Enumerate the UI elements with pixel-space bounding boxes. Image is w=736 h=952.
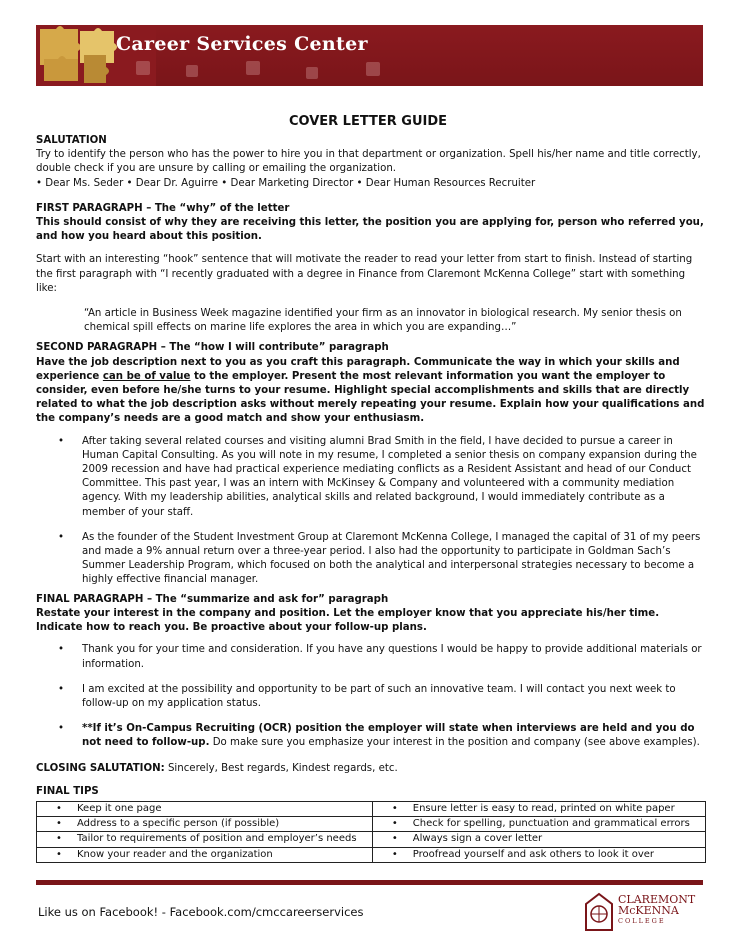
table-row: [37, 817, 706, 832]
banner-title: Career Services Center: [116, 33, 368, 55]
bullet-icon: •: [391, 848, 398, 860]
tip-text: Check for spelling, punctuation and grammatical errors: [412, 818, 690, 830]
final-paragraph-summary: Restate your interest in the company and position. Let the employer know that you appreciate his/her time. Indicate how to reach you. Be proactive about your follow-up plans.: [36, 607, 660, 634]
facebook-link[interactable]: Like us on Facebook! - Facebook.com/cmccareerservices: [38, 905, 364, 919]
bullet-icon: •: [56, 802, 62, 814]
bullet-icon: •: [56, 833, 62, 845]
ocr-note-bold: **If it’s On-Campus Recruiting (OCR) position the employer will state when interviews are held and you do not need to follow-up.: [82, 723, 695, 749]
tip-cell: [37, 817, 373, 832]
document-body: [36, 134, 706, 863]
tip-text: Always sign a cover letter: [412, 833, 543, 845]
list-item: [36, 531, 706, 588]
bullet-icon: •: [58, 723, 65, 735]
table-row: [37, 832, 706, 847]
first-paragraph-text: Start with an interesting “hook” sentence that will motivate the reader to read your letter from start to finish. Instead of starting the first paragraph with “I recently graduated with a degree in Finance from Claremont McKenna College” start with something like:: [36, 254, 693, 294]
final-paragraph-heading: FINAL PARAGRAPH – The “summarize and ask for” paragraph: [36, 593, 389, 605]
table-row: [37, 801, 706, 816]
bullet-icon: •: [58, 531, 65, 543]
ocr-note-text: Do make sure you emphasize your interest in the position and company (see above examples).: [209, 737, 700, 749]
tip-text: Keep it one page: [77, 802, 162, 814]
college-name-line2: McKENNA: [618, 904, 679, 917]
tip-cell: [372, 847, 705, 862]
bullet-icon: •: [58, 683, 65, 695]
college-name: [618, 894, 695, 927]
list-item: [36, 643, 706, 671]
second-example-1: After taking several related courses and visiting alumni Brad Smith in the field, I have decided to pursue a career in Human Capital Consulting. As you will note in my resume, I completed a senior thesis on company expansion during the 2009 recession and have had practical experience mediating conflicts as a Resident Assistant and head of our Conduct Committee. This past year, I was an intern with McKinsey & Company and volunteered with a community mediation agency. With my leadership abilities, analytical skills and related background, I would immediately contribute as a member of your staff.: [82, 435, 697, 518]
tip-cell: [37, 801, 373, 816]
closing-text: Sincerely, Best regards, Kindest regards, etc.: [164, 762, 398, 774]
college-name-line3: COLLEGE: [618, 917, 666, 925]
bullet-icon: •: [56, 848, 62, 860]
list-item: [36, 722, 706, 750]
bullet-icon: •: [58, 644, 65, 656]
college-logo: [582, 890, 696, 938]
tip-cell: [37, 847, 373, 862]
second-summary-underlined: can be of value: [102, 370, 191, 382]
second-summary-part1: Have the job description next to you as you craft this paragraph. Communicate the way in which your skills and experience: [36, 356, 680, 382]
tip-text: Know your reader and the organization: [77, 848, 273, 860]
footer-divider: [36, 880, 703, 885]
second-example-list: [36, 435, 706, 588]
final-example-1: Thank you for your time and consideration. If you have any questions I would be happy to provide additional materials or information.: [82, 644, 702, 670]
college-name-line1: CLAREMONT: [618, 893, 696, 906]
bullet-icon: •: [391, 833, 398, 845]
list-item: [36, 435, 706, 520]
tip-text: Tailor to requirements of position and employer’s needs: [77, 833, 357, 845]
second-example-2: As the founder of the Student Investment Group at Claremont McKenna College, I managed the capital of 31 of my peers and made a 9% annual return over a three-year period. I also had the opportunity to participate in Goldman Sach’s Summer Leadership Program, which focused on both the analytical and interpersonal strategies necessary to become a highly effective financial manager.: [82, 531, 701, 586]
tip-cell: [372, 801, 705, 816]
final-example-2: I am excited at the possibility and opportunity to be part of such an innovative team. I will contact you next week to follow-up on my application status.: [82, 683, 676, 709]
tip-text: Proofread yourself and ask others to look it over: [412, 848, 655, 860]
tip-text: Address to a specific person (if possible): [77, 818, 280, 830]
bullet-icon: •: [391, 818, 398, 830]
second-paragraph-summary: [36, 356, 706, 427]
table-row: [37, 847, 706, 862]
salutation-examples: • Dear Ms. Seder • Dear Dr. Aguirre • Dear Marketing Director • Dear Human Resources Recruiter: [36, 177, 536, 189]
salutation-text: Try to identify the person who has the power to hire you in that department or organization. Spell his/her name and title correctly, double check if you are unsure by calling or emailing the organization.: [36, 149, 701, 175]
bullet-icon: •: [391, 802, 398, 814]
tip-cell: [37, 832, 373, 847]
salutation-heading: SALUTATION: [36, 135, 107, 146]
second-summary-part2: to the employer. Present the most relevant information you want the employer to consider, even before he/she turns to your resume. Highlight special accomplishments and skills that are directly related to what the job description asks without merely repeating your resume. Explain how your qualifications and the company’s needs are a good match and show your enthusiasm.: [36, 370, 705, 425]
example-quote: “An article in Business Week magazine identified your firm as an innovator in biological research. My senior thesis on chemical spill effects on marine life explores the area in which you are expanding…”: [84, 308, 682, 334]
final-tips-heading: FINAL TIPS: [36, 785, 99, 797]
second-paragraph-heading: SECOND PARAGRAPH – The “how I will contribute” paragraph: [36, 342, 389, 354]
college-seal-icon: [582, 890, 616, 934]
final-example-list: [36, 643, 706, 750]
tip-cell: [372, 817, 705, 832]
bullet-icon: •: [58, 435, 65, 447]
bullet-icon: •: [56, 818, 62, 830]
final-tips-table: [36, 801, 706, 863]
document-title: COVER LETTER GUIDE: [288, 114, 448, 129]
tip-cell: [372, 832, 705, 847]
banner-puzzle-pattern: [126, 59, 646, 83]
list-item: [36, 683, 706, 711]
first-paragraph-heading: FIRST PARAGRAPH – The “why” of the letter: [36, 202, 290, 214]
closing-salutation: [36, 762, 706, 776]
closing-label: CLOSING SALUTATION:: [36, 762, 165, 774]
header-banner: [36, 25, 703, 86]
first-paragraph-summary: This should consist of why they are receiving this letter, the position you are applying for, person who referred you, and how you heard about this position.: [36, 217, 704, 243]
tip-text: Ensure letter is easy to read, printed on white paper: [412, 802, 675, 814]
